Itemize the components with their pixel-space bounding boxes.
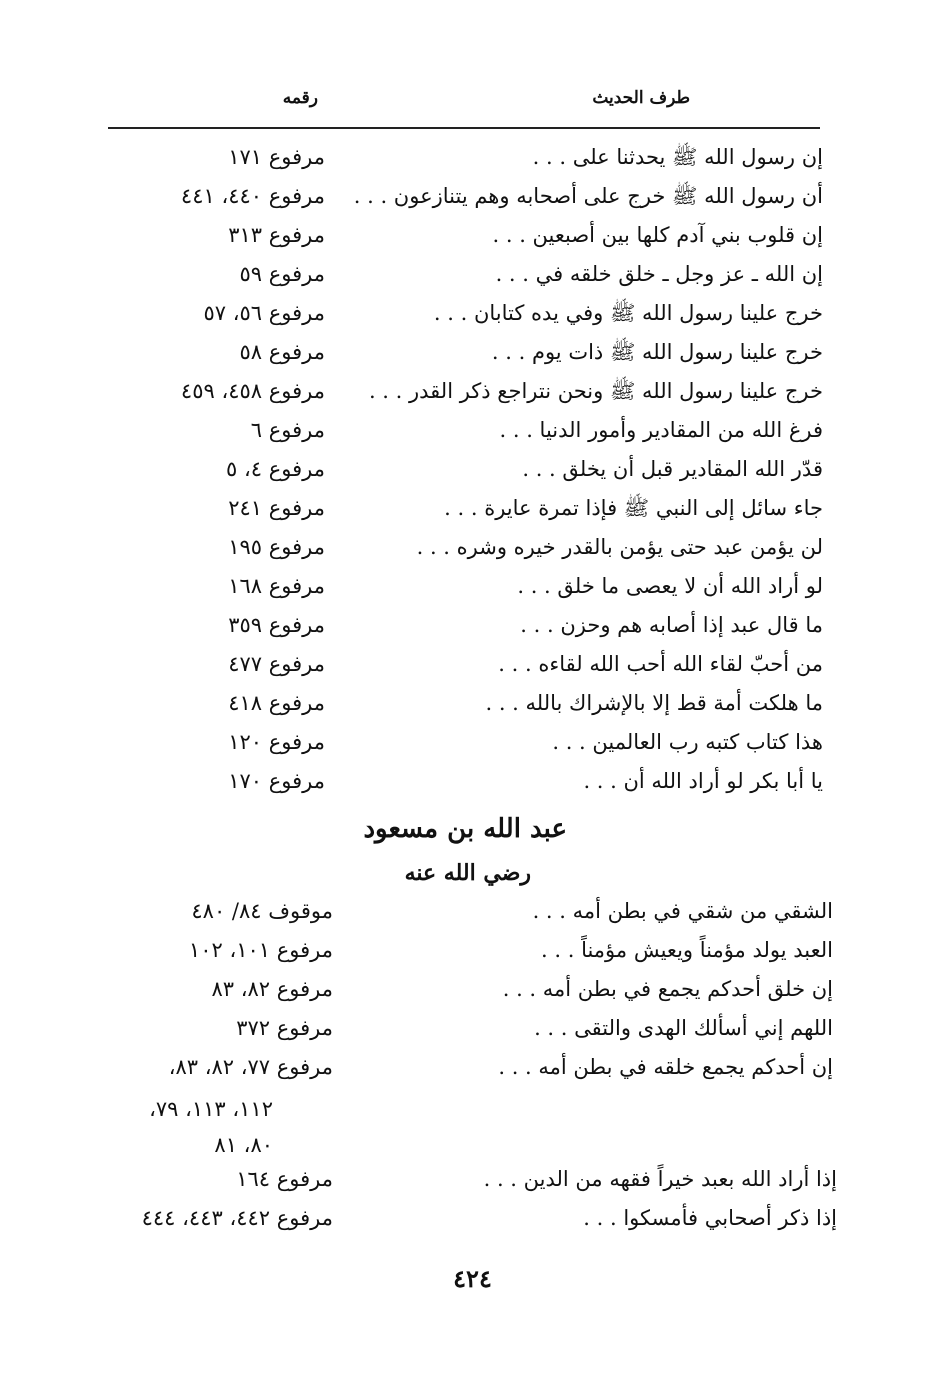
hadith-text: فرغ الله من المقادير وأمور الدنيا . . . [499, 418, 823, 442]
ref-continuation: ١١٢، ١١٣، ٧٩، [149, 1097, 273, 1121]
list-item [0, 376, 945, 412]
hadith-ref: مرفوع ٣٥٩ [228, 613, 325, 637]
hadith-ref: مرفوع ٤٧٧ [228, 652, 325, 676]
column-header-text: طرف الحديث [592, 88, 690, 108]
list-item [0, 571, 945, 607]
header-rule [108, 127, 820, 129]
list-item [0, 688, 945, 724]
list-item [0, 1052, 945, 1088]
hadith-text: إذا ذكر أصحابي فأمسكوا . . . [583, 1206, 837, 1230]
list-item [0, 1203, 945, 1239]
hadith-text: إن قلوب بني آدم كلها بين أصبعين . . . [492, 223, 823, 247]
hadith-text: خرج علينا رسول الله ﷺ وفي يده كتابان . . . [433, 301, 823, 325]
list-item [0, 1013, 945, 1049]
hadith-text: من أحبّ لقاء الله أحب الله لقاءه . . . [498, 652, 823, 676]
hadith-text: إن خلق أحدكم يجمع في بطن أمه . . . [502, 977, 833, 1001]
hadith-text: ما قال عبد إذا أصابه هم وحزن . . . [520, 613, 823, 637]
hadith-text: لو أراد الله أن لا يعصى ما خلق . . . [517, 574, 823, 598]
hadith-ref: مرفوع ١٩٥ [228, 535, 325, 559]
hadith-ref: مرفوع ٤٤٢، ٤٤٣، ٤٤٤ [141, 1206, 333, 1230]
list-item [0, 454, 945, 490]
hadith-text: خرج علينا رسول الله ﷺ ونحن نتراجع ذكر القدر . . . [368, 379, 823, 403]
hadith-ref: مرفوع ٧٧، ٨٢، ٨٣، [168, 1055, 333, 1079]
list-item [0, 766, 945, 802]
list-item [0, 649, 945, 685]
hadith-text: قدّر الله المقادير قبل أن يخلق . . . [522, 457, 823, 481]
hadith-ref: مرفوع ٨٢، ٨٣ [211, 977, 333, 1001]
ref-continuation: ٨٠، ٨١ [214, 1133, 273, 1157]
hadith-text: جاء سائل إلى النبي ﷺ فإذا تمرة عايرة . . . [444, 496, 823, 520]
hadith-ref: مرفوع ٢٤١ [228, 496, 325, 520]
list-item [0, 259, 945, 295]
list-item [0, 610, 945, 646]
list-item [0, 727, 945, 763]
hadith-text: خرج علينا رسول الله ﷺ ذات يوم . . . [491, 340, 823, 364]
list-item [0, 493, 945, 529]
hadith-text: أن رسول الله ﷺ خرج على أصحابه وهم يتنازعون . . . [353, 184, 823, 208]
hadith-text: هذا كتاب كتبه رب العالمين . . . [552, 730, 823, 754]
hadith-ref: مرفوع ١٧٠ [228, 769, 325, 793]
hadith-ref: مرفوع ٥٦، ٥٧ [203, 301, 325, 325]
hadith-ref: مرفوع ٤٤٠، ٤٤١ [180, 184, 325, 208]
hadith-text: يا أبا بكر لو أراد الله أن . . . [583, 769, 823, 793]
hadith-ref: مرفوع ٥٩ [239, 262, 325, 286]
hadith-text: إن رسول الله ﷺ يحدثنا على . . . [532, 145, 823, 169]
page-number: ٤٢٤ [453, 1264, 492, 1293]
section-title: عبد الله بن مسعود [363, 814, 567, 844]
hadith-text: لن يؤمن عبد حتى يؤمن بالقدر خيره وشره . . . [416, 535, 823, 559]
hadith-ref: مرفوع ٤، ٥ [226, 457, 325, 481]
list-item [0, 896, 945, 932]
list-item [0, 142, 945, 178]
hadith-ref: مرفوع ٤٥٨، ٤٥٩ [180, 379, 325, 403]
hadith-ref: مرفوع ٥٨ [239, 340, 325, 364]
hadith-text: إن الله ـ عز وجل ـ خلق خلقه في . . . [495, 262, 823, 286]
hadith-ref: مرفوع ١٠١، ١٠٢ [188, 938, 333, 962]
list-item [0, 532, 945, 568]
hadith-ref: مرفوع ١٦٨ [228, 574, 325, 598]
list-item [0, 298, 945, 334]
hadith-ref: مرفوع ١٦٤ [236, 1167, 333, 1191]
column-header-ref: رقمه [282, 88, 318, 108]
hadith-ref: مرفوع ٦ [250, 418, 325, 442]
list-item [0, 935, 945, 971]
hadith-text: اللهم إني أسألك الهدى والتقى . . . [534, 1016, 833, 1040]
list-item [0, 1164, 945, 1200]
hadith-ref: مرفوع ٤١٨ [228, 691, 325, 715]
hadith-text: العبد يولد مؤمناً ويعيش مؤمناً . . . [541, 938, 833, 962]
hadith-text: إذا أراد الله بعبد خيراً فقهه من الدين . . . [483, 1167, 837, 1191]
hadith-text: ما هلكت أمة قط إلا بالإشراك بالله . . . [485, 691, 823, 715]
hadith-ref: مرفوع ٣١٣ [228, 223, 325, 247]
list-item [0, 181, 945, 217]
list-item [0, 415, 945, 451]
section-subtitle: رضي الله عنه [404, 860, 531, 886]
hadith-text: إن أحدكم يجمع خلقه في بطن أمه . . . [498, 1055, 833, 1079]
hadith-ref: موقوف ٨٤/ ٤٨٠ [191, 899, 333, 923]
list-item [0, 337, 945, 373]
hadith-text: الشقي من شقي في بطن أمه . . . [532, 899, 833, 923]
hadith-ref: مرفوع ١٢٠ [228, 730, 325, 754]
list-item [0, 220, 945, 256]
hadith-ref: مرفوع ١٧١ [228, 145, 325, 169]
hadith-ref: مرفوع ٣٧٢ [236, 1016, 333, 1040]
list-item [0, 974, 945, 1010]
